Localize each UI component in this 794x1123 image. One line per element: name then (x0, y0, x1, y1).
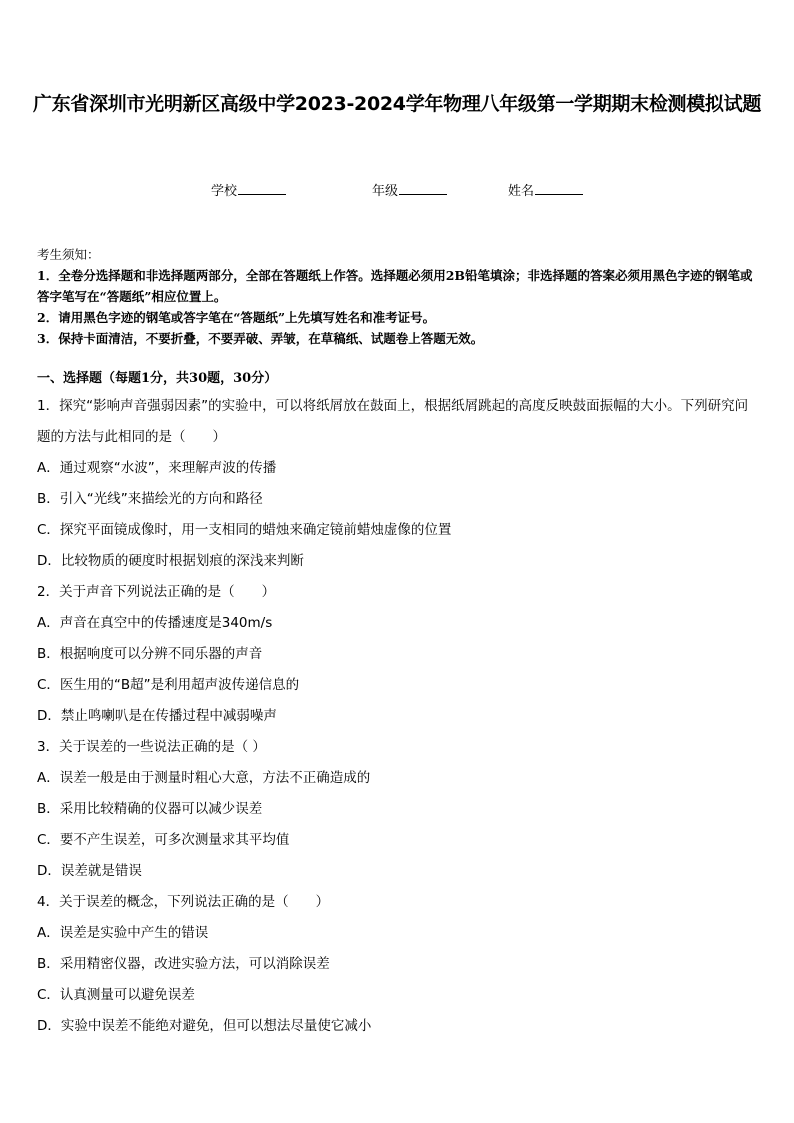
option-a: A．误差一般是由于测量时粗心大意，方法不正确造成的 (37, 770, 371, 786)
grade-label: 年级 (372, 184, 399, 199)
question-3 (37, 732, 759, 887)
option-d: D．误差就是错误 (37, 863, 142, 879)
name-label: 姓名 (508, 184, 535, 199)
option-a: A．误差是实验中产生的错误 (37, 925, 209, 941)
school-blank (238, 181, 286, 195)
option-b: B．根据响度可以分辨不同乐器的声音 (37, 646, 263, 662)
option-c: C．认真测量可以避免误差 (37, 987, 195, 1003)
option-a: A．通过观察“水波”，来理解声波的传播 (37, 460, 277, 476)
question-2 (37, 577, 759, 732)
option-d: D．禁止鸣喇叭是在传播过程中减弱噪声 (37, 708, 277, 724)
option-b: B．采用比较精确的仪器可以减少误差 (37, 801, 263, 817)
option-b: B．采用精密仪器，改进实验方法，可以消除误差 (37, 956, 330, 972)
option-b: B．引入“光线”来描绘光的方向和路径 (37, 491, 263, 507)
question-stem: 2．关于声音下列说法正确的是（ ） (37, 584, 276, 600)
grade-field (372, 180, 447, 199)
notice-item: 1．全卷分选择题和非选择题两部分，全部在答题纸上作答。选择题必须用2B铅笔填涂；非选择题的答案必须用黑色字迹的钢笔或答字笔写在“答题纸”相应位置上。 (37, 268, 753, 304)
option-c: C．医生用的“B超”是利用超声波传递信息的 (37, 677, 300, 693)
notice-heading: 考生须知： (37, 247, 100, 262)
question-1 (37, 391, 759, 577)
grade-blank (399, 181, 447, 195)
option-c: C．探究平面镜成像时，用一支相同的蜡烛来确定镜前蜡烛虚像的位置 (37, 522, 452, 538)
student-info-fields (0, 180, 794, 200)
option-d: D．比较物质的硬度时根据划痕的深浅来判断 (37, 553, 304, 569)
question-stem: 3．关于误差的一些说法正确的是（ ） (37, 739, 266, 755)
exam-title: 广东省深圳市光明新区高级中学2023-2024学年物理八年级第一学期期末检测模拟试题 (32, 93, 762, 115)
question-list (37, 391, 759, 1042)
name-field (508, 180, 583, 199)
name-blank (535, 181, 583, 195)
question-stem: 4．关于误差的概念，下列说法正确的是（ ） (37, 894, 330, 910)
option-d: D．实验中误差不能绝对避免，但可以想法尽量使它减小 (37, 1018, 372, 1034)
notice-item: 2．请用黑色字迹的钢笔或答字笔在“答题纸”上先填写姓名和准考证号。 (37, 310, 436, 325)
question-4 (37, 887, 759, 1042)
option-c: C．要不产生误差，可多次测量求其平均值 (37, 832, 290, 848)
school-field (211, 180, 286, 199)
notice-item: 3．保持卡面清洁，不要折叠，不要弄破、弄皱，在草稿纸、试题卷上答题无效。 (37, 331, 484, 346)
section-heading: 一、选择题（每题1分，共30题，30分） (37, 371, 278, 386)
school-label: 学校 (211, 184, 238, 199)
exam-notice (37, 244, 759, 349)
question-stem: 1．探究“影响声音强弱因素”的实验中，可以将纸屑放在鼓面上，根据纸屑跳起的高度反映鼓面振幅的大小。下列研究问题的方法与此相同的是（ ） (37, 398, 749, 445)
option-a: A．声音在真空中的传播速度是340m/s (37, 615, 273, 631)
